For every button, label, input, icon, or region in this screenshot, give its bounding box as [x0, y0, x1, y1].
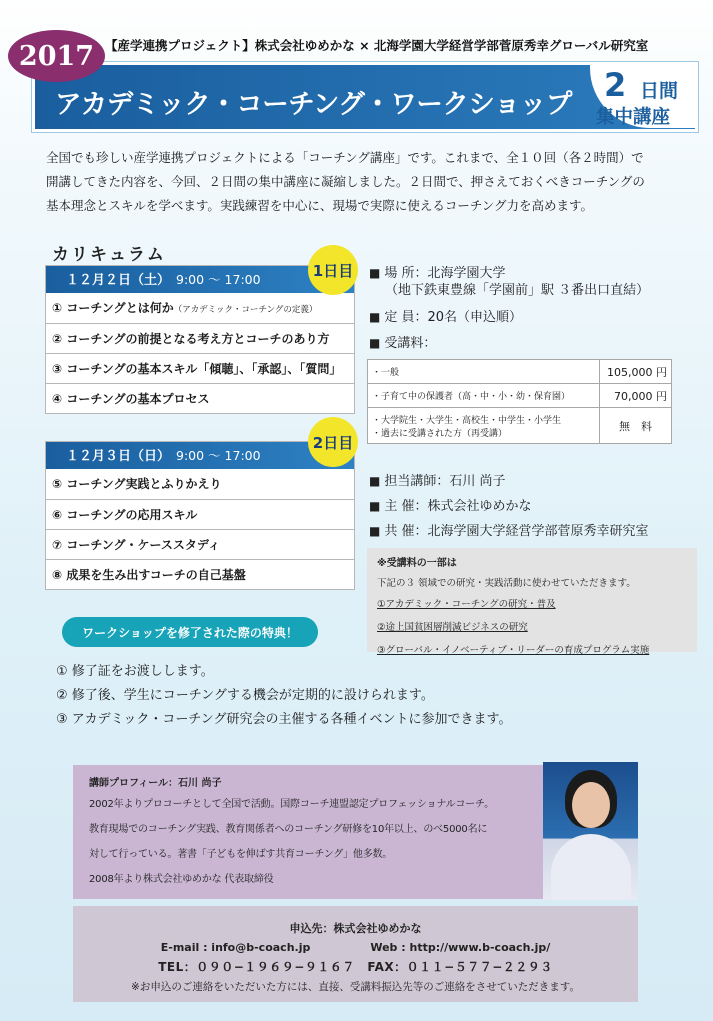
fee-note-area: ②途上国貧困層削減ビジネスの研究	[377, 622, 528, 633]
curriculum-item-text: ⑦ コーチング・ケーススタディ	[52, 538, 220, 552]
curriculum-item-text: ① コーチングとは何か	[52, 301, 174, 315]
fee-note-box	[367, 548, 697, 656]
curriculum-item	[46, 323, 354, 353]
page-title: アカデミック・コーチング・ワークショップ	[55, 89, 572, 120]
instructor-text: 担当講師：石川 尚子	[384, 474, 506, 489]
intensive-label: 集中講座	[596, 107, 671, 128]
curriculum-item	[46, 353, 354, 383]
day1-box	[45, 265, 355, 414]
day1-date: １２月２日（土）	[66, 273, 171, 288]
info-cosponsor	[369, 520, 648, 539]
curriculum-item	[46, 529, 354, 559]
info-capacity	[369, 306, 522, 325]
intro-line: 開講してきた内容を、今回、２日間の集中講座に凝縮しました。２日間で、押さえておくべきコーチングの	[46, 174, 645, 189]
benefit-item: ① 修了証をお渡しします。	[56, 664, 214, 679]
day2-box	[45, 441, 355, 590]
day1-time: 9:00 ～ 17:00	[176, 272, 261, 287]
profile-line: 対して行っている。著書「子どもを伸ばす共育コーチング」他多数。	[89, 849, 393, 860]
square-bullet-icon: ■	[369, 266, 381, 280]
contact-note: ※お申込のご連絡をいただいた方には、直接、受講料振込先等のご連絡をさせていただきます。	[131, 981, 580, 993]
days-number: 2	[604, 66, 627, 104]
info-instructor	[369, 470, 505, 489]
contact-links	[73, 941, 638, 954]
intro-line: 基本理念とスキルを学べます。実践練習を中心に、現場で実際に使えるコーチング力を高めます。	[46, 198, 594, 213]
curriculum-item-text: ④ コーチングの基本プロセス	[52, 392, 210, 406]
intro-line: 全国でも珍しい産学連携プロジェクトによる「コーチング講座」です。これまで、全１０回（各２時間）で	[46, 150, 644, 165]
header-subtitle: 【産学連携プロジェクト】株式会社ゆめかな × 北海学園大学経営学部菅原秀幸グローバル研究室	[105, 38, 649, 53]
table-row	[368, 384, 672, 408]
table-row	[368, 408, 672, 444]
fee-amount: 無 料	[600, 408, 672, 444]
table-row	[368, 360, 672, 384]
instructor-profile	[73, 765, 543, 899]
profile-line: 2008年より株式会社ゆめかな 代表取締役	[89, 874, 274, 885]
fee-note-heading: ※受講料の一部は	[377, 558, 457, 569]
contact-title: 申込先：株式会社ゆめかな	[289, 922, 422, 935]
contact-box	[73, 906, 638, 1002]
contact-phone: TEL：０９０−１９６９−９１６７ FAX：０１１−５７７−２２９３	[158, 960, 553, 974]
fee-who	[368, 408, 600, 444]
photo-body	[551, 834, 631, 900]
square-bullet-icon: ■	[369, 310, 381, 324]
instructor-photo	[543, 762, 638, 900]
days-unit: 日間	[640, 80, 679, 102]
fee-amount: 70,000 円	[600, 384, 672, 408]
day1-badge: 1日目	[308, 245, 358, 295]
square-bullet-icon: ■	[369, 474, 381, 488]
fee-note-area: ③グローバル・イノベーティブ・リーダーの育成プログラム実施	[377, 645, 650, 656]
photo-face	[572, 782, 610, 828]
profile-line: 2002年よりプロコーチとして全国で活動。国際コーチ連盟認定プロフェッショナルコーチ。	[89, 799, 494, 810]
curriculum-item	[46, 469, 354, 499]
intro-text	[46, 146, 666, 218]
benefit-item: ② 修了後、学生にコーチングする機会が定期的に設けられます。	[56, 688, 434, 703]
cosponsor-text: 共 催：北海学園大学経営学部菅原秀幸研究室	[384, 524, 649, 539]
fee-who: ・子育て中の保護者（高・中・小・幼・保育園）	[368, 384, 600, 408]
curriculum-item	[46, 383, 354, 413]
profile-line: 教育現場でのコーチング実践、教育関係者へのコーチング研修を10年以上、のべ5000名に	[89, 824, 488, 835]
fee-who-line: ・大学院生・大学生・高校生・中学生・小学生	[372, 415, 562, 426]
curriculum-item-text: ⑥ コーチングの応用スキル	[52, 508, 198, 522]
benefit-item: ③ アカデミック・コーチング研究会の主催する各種イベントに参加できます。	[56, 712, 512, 727]
fee-label-text: 受講料：	[384, 336, 437, 351]
profile-title: 講師プロフィール：石川 尚子	[89, 778, 222, 789]
curriculum-item-text: ③ コーチングの基本スキル「傾聴」、「承認」、「質問」	[52, 362, 342, 376]
curriculum-item-text: ⑤ コーチング実践とふりかえり	[52, 477, 222, 491]
fee-note-area: ①アカデミック・コーチングの研究・普及	[377, 599, 556, 610]
curriculum-item	[46, 293, 354, 323]
info-organizer	[369, 495, 531, 514]
curriculum-item	[46, 559, 354, 589]
capacity-text: 定 員：20名（申込順）	[384, 310, 523, 325]
fee-who-line: ・過去に受講された方（再受講）	[372, 428, 508, 439]
organizer-text: 主 催：株式会社ゆめかな	[384, 499, 532, 514]
info-fee-label	[369, 332, 436, 351]
place-text: 場 所：北海学園大学	[384, 266, 506, 281]
curriculum-item	[46, 499, 354, 529]
day2-time: 9:00 ～ 17:00	[176, 448, 261, 463]
square-bullet-icon: ■	[369, 336, 381, 350]
curriculum-item-note: （アカデミック・コーチングの定義）	[173, 305, 318, 315]
day2-date: １２月３日（日）	[66, 449, 171, 464]
curriculum-item-text: ② コーチングの前提となる考え方とコーチのあり方	[52, 332, 330, 346]
square-bullet-icon: ■	[369, 499, 381, 513]
info-place-sub: （地下鉄東豊線「学園前」駅 ３番出口直結）	[385, 283, 650, 298]
fee-note-line: 下記の３ 領域での研究・実践活動に使わせていただきます。	[377, 578, 636, 589]
day2-badge: 2日目	[308, 417, 358, 467]
benefit-pill: ワークショップを修了された際の特典！	[62, 617, 318, 647]
square-bullet-icon: ■	[369, 524, 381, 538]
fee-who: ・一般	[368, 360, 600, 384]
curriculum-item-text: ⑧ 成果を生み出すコーチの自己基盤	[52, 568, 246, 582]
contact-email: E-mail : info@b-coach.jp	[160, 941, 311, 954]
fee-amount: 105,000 円	[600, 360, 672, 384]
curriculum-heading: カリキュラム	[52, 245, 166, 265]
contact-web: Web : http://www.b-coach.jp/	[370, 941, 551, 954]
year-badge: 2017	[8, 30, 105, 82]
fee-table	[367, 359, 672, 444]
